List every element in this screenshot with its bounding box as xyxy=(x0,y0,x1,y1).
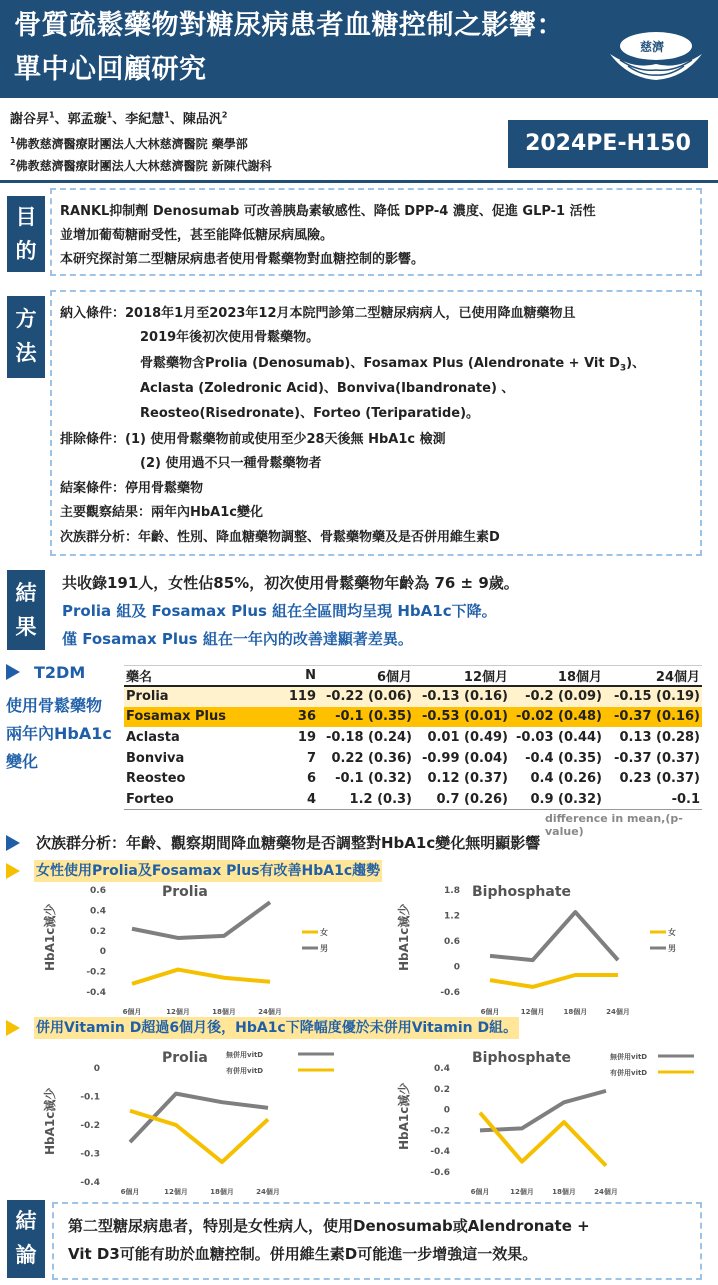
methods-outcome: 主要觀察結果：兩年內HbA1c變化 xyxy=(60,505,263,520)
chart-y-tick-label: -0.2 xyxy=(86,967,106,978)
table-cell: -0.02 (0.48) xyxy=(510,707,604,728)
table-header-cell: 24個月 xyxy=(604,666,702,687)
table-cell: -0.1 (0.35) xyxy=(318,707,414,728)
table-cell: 19 xyxy=(297,730,316,746)
methods-subgroup: 次族群分析：年齡、性別、降血糖藥物調整、骨鬆藥物藥及是否併用維生素D xyxy=(60,530,500,545)
chart-series-line xyxy=(132,970,270,984)
chart-y-axis-label: HbA1c減少 xyxy=(43,1087,57,1155)
chart-title: Biphosphate xyxy=(472,884,572,900)
section-label-purpose: 目 的 xyxy=(7,196,45,272)
chart-series-line xyxy=(490,975,618,987)
section-label-methods: 方 法 xyxy=(7,296,45,378)
title-line-1: 骨質疏鬆藥物對糖尿病患者血糖控制之影響： xyxy=(14,10,564,41)
table-cell: -0.1 xyxy=(604,789,702,810)
table-cell: -0.37 (0.16) xyxy=(604,707,702,728)
table-header-cell: N xyxy=(274,666,318,687)
author-separator: 、 xyxy=(169,112,183,127)
logo-text: 慈濟 xyxy=(640,40,665,54)
chart-biphosphate-by-vitd xyxy=(390,1044,708,1200)
chart-y-tick-label: 1.2 xyxy=(444,911,460,922)
chart-y-tick-label: 0 xyxy=(443,1105,450,1116)
results-side-line-3: 變化 xyxy=(6,752,39,771)
author-list xyxy=(10,108,227,127)
table-cell: -0.2 (0.09) xyxy=(510,686,604,707)
table-cell: -0.13 (0.16) xyxy=(414,686,510,707)
table-row xyxy=(124,768,702,789)
table-header-cell: 藥名 xyxy=(124,666,274,687)
chart-x-tick-label: 24個月 xyxy=(606,1008,630,1016)
chart-y-tick-label: -0.6 xyxy=(440,988,460,998)
chart-legend-label: 女 xyxy=(320,928,328,937)
chart-x-tick-label: 18個月 xyxy=(563,1008,588,1016)
chart-x-tick-label: 12個月 xyxy=(166,1008,190,1016)
chart-legend-label: 男 xyxy=(668,944,676,953)
methods-inclusion-3: 骨鬆藥物含Prolia (Denosumab)、Fosamax Plus (Alendronate + Vit $D_3$)、 xyxy=(140,356,646,374)
table-cell: -0.4 (0.35) xyxy=(525,750,602,766)
chart-y-tick-label: 0.4 xyxy=(434,1064,450,1074)
table-cell: 0.12 (0.37) xyxy=(427,771,508,787)
bullet-triangle-icon xyxy=(6,863,20,879)
chart-title: Prolia xyxy=(162,884,208,900)
table-cell: -0.1 (0.32) xyxy=(335,771,412,787)
table-cell: Aclasta xyxy=(126,730,180,746)
table-header-cell: 6個月 xyxy=(318,666,414,687)
table-cell: -0.53 (0.01) xyxy=(414,707,510,728)
hba1c-results-table xyxy=(124,665,702,810)
chart-y-tick-label: 0.4 xyxy=(90,906,106,917)
methods-inclusion-2: 2019年後初次使用骨鬆藥物。 xyxy=(140,330,320,345)
table-cell: 0.22 (0.36) xyxy=(331,750,412,766)
chart-x-tick-label: 12個月 xyxy=(164,1188,188,1196)
chart-x-tick-label: 24個月 xyxy=(594,1188,618,1196)
chart-series-line xyxy=(132,902,270,938)
t2dm-label: T2DM xyxy=(34,663,86,682)
table-cell: -0.99 (0.04) xyxy=(422,750,508,766)
table-cell: 119 xyxy=(274,686,318,707)
chart-legend-label: 無併用vitD xyxy=(610,1053,648,1061)
author-affiliation-mark: 1 xyxy=(164,110,170,120)
table-cell: 7 xyxy=(306,750,316,766)
author-affiliation-mark: 1 xyxy=(49,110,55,120)
chart-title: Prolia xyxy=(162,1050,208,1066)
chart-y-axis-label: HbA1c減少 xyxy=(43,903,57,971)
table-cell: 0.13 (0.28) xyxy=(619,730,700,746)
table-row xyxy=(124,748,702,769)
methods-end-criteria: 結案條件：停用骨鬆藥物 xyxy=(60,481,204,496)
author-name: 陳品汎 xyxy=(182,112,222,127)
methods-exclusion-1: 排除條件：(1) 使用骨鬆藥物前或使用至少28天後無 HbA1c 檢測 xyxy=(60,432,446,447)
chart-x-tick-label: 12個月 xyxy=(510,1188,534,1196)
table-cell: Bonviva xyxy=(126,750,185,766)
chart-series-line xyxy=(130,1111,268,1162)
table-cell: -0.15 (0.19) xyxy=(604,686,702,707)
table-row xyxy=(124,686,702,707)
table-cell: 0.7 (0.26) xyxy=(414,789,510,810)
subgroup-line: 次族群分析：年齡、觀察期間降血糖藥物是否調整對HbA1c變化無明顯影響 xyxy=(36,834,541,852)
chart-x-tick-label: 18個月 xyxy=(210,1188,234,1196)
chart-y-tick-label: 0 xyxy=(453,962,460,973)
results-side-line-2: 兩年內HbA1c xyxy=(6,724,112,743)
results-line-1: 共收錄191人，女性佔85%，初次使用骨鬆藥物年齡為 76 ± 9歲。 xyxy=(62,574,519,592)
chart-legend-label: 女 xyxy=(668,928,676,937)
table-cell: 0.4 (0.26) xyxy=(530,771,602,787)
chart-title: Biphosphate xyxy=(472,1050,572,1066)
chart-y-tick-label: 0 xyxy=(93,1064,100,1074)
table-header-row xyxy=(124,666,702,687)
chart-series-line xyxy=(480,1113,606,1166)
chart-y-tick-label: -0.4 xyxy=(86,988,106,998)
chart-y-axis-label: HbA1c減少 xyxy=(397,903,411,971)
methods-exclusion-2: (2) 使用過不只一種骨鬆藥物者 xyxy=(140,456,322,471)
table-cell: 1.2 (0.3) xyxy=(318,789,414,810)
table-cell: 0.23 (0.37) xyxy=(619,771,700,787)
chart-x-tick-label: 6個月 xyxy=(480,1008,500,1016)
poster-header xyxy=(0,0,718,98)
chart-y-tick-label: 0.6 xyxy=(444,937,460,947)
table-row xyxy=(124,707,702,728)
author-separator: 、 xyxy=(54,112,68,127)
table-cell: -0.03 (0.44) xyxy=(516,730,602,746)
chart-y-axis-label: HbA1c減少 xyxy=(397,1082,411,1150)
table-cell: 0.01 (0.49) xyxy=(427,730,508,746)
table-cell: 0.9 (0.32) xyxy=(510,789,604,810)
chart-series-line xyxy=(490,912,618,960)
chart-legend-label: 有併用vitD xyxy=(610,1069,648,1077)
table-cell: Forteo xyxy=(124,789,274,810)
table-cell: 4 xyxy=(274,789,318,810)
title-line-2: 單中心回顧研究 xyxy=(14,54,207,85)
table-header-cell: 12個月 xyxy=(414,666,510,687)
chart-x-tick-label: 6個月 xyxy=(122,1008,142,1016)
results-side-line-1: 使用骨鬆藥物 xyxy=(6,696,103,715)
author-separator: 、 xyxy=(112,112,126,127)
table-cell: 36 xyxy=(274,707,318,728)
table-cell: Prolia xyxy=(124,686,274,707)
chart-y-tick-label: -0.4 xyxy=(80,1178,100,1188)
chart-y-tick-label: -0.1 xyxy=(80,1092,100,1103)
chart-x-tick-label: 18個月 xyxy=(212,1008,236,1016)
chart-y-tick-label: -0.2 xyxy=(430,1126,450,1137)
conclusion-line-2: Vit D3可能有助於血糖控制。併用維生素D可能進一步增強這一效果。 xyxy=(68,1245,538,1263)
tzuchi-logo-icon xyxy=(604,20,708,86)
chart-series-line xyxy=(480,1091,606,1131)
chart-biphosphate-by-sex xyxy=(390,880,708,1020)
chart-y-tick-label: -0.3 xyxy=(80,1149,100,1160)
header-divider xyxy=(0,180,718,183)
table-note: difference in mean,(p-value) xyxy=(545,812,683,838)
table-cell: 6 xyxy=(306,771,316,787)
conclusion-box xyxy=(52,1202,702,1280)
author-name: 郭孟璇 xyxy=(67,112,107,127)
methods-inclusion-1: 納入條件：2018年1月至2023年12月本院門診第二型糖尿病病人，已使用降血糖藥物且 xyxy=(60,306,576,321)
chart-y-tick-label: -0.4 xyxy=(430,1147,450,1158)
author-name: 李紀慧 xyxy=(125,112,165,127)
table-cell: Reosteo xyxy=(126,771,186,787)
chart-y-tick-label: 0 xyxy=(99,947,106,958)
results-line-3: 僅 Fosamax Plus 組在一年內的改善達顯著差異。 xyxy=(62,630,413,648)
chart-y-tick-label: 1.8 xyxy=(444,886,460,896)
chart-y-tick-label: 0.2 xyxy=(434,1084,450,1095)
purpose-line-1: RANKL抑制劑 Denosumab 可改善胰島素敏感性、降低 DPP-4 濃度、促進 GLP-1 活性 xyxy=(60,204,596,219)
section-label-conclusion: 結 論 xyxy=(7,1200,45,1278)
affiliation-1: $^1$佛教慈濟醫療財團法人大林慈濟醫院 藥學部 xyxy=(10,136,248,151)
table-cell: Fosamax Plus xyxy=(124,707,274,728)
table-row xyxy=(124,727,702,748)
purpose-line-3: 本研究探討第二型糖尿病患者使用骨鬆藥物對血糖控制的影響。 xyxy=(60,252,425,267)
chart-legend-label: 有併用vitD xyxy=(226,1067,264,1075)
chart-y-tick-label: 0.6 xyxy=(90,886,106,896)
author-affiliation-mark: 1 xyxy=(106,110,113,120)
author-name: 謝谷昇 xyxy=(10,112,50,127)
chart-x-tick-label: 24個月 xyxy=(256,1188,280,1196)
bullet-triangle-icon xyxy=(6,835,20,851)
chart-x-tick-label: 12個月 xyxy=(520,1008,545,1016)
chart-y-tick-label: 0.2 xyxy=(90,926,106,937)
chart-y-tick-label: -0.2 xyxy=(80,1121,100,1131)
poster-title xyxy=(14,4,614,92)
conclusion-line-1: 第二型糖尿病患者，特別是女性病人，使用Denosumab或Alendronate + xyxy=(68,1217,590,1235)
chart-x-tick-label: 6個月 xyxy=(120,1188,140,1196)
table-cell: -0.37 (0.37) xyxy=(614,750,700,766)
female-trend-line: 女性使用Prolia及Fosamax Plus有改善HbA1c趨勢 xyxy=(34,860,382,882)
bullet-triangle-icon xyxy=(6,664,20,680)
vitamin-d-line: 併用Vitamin D超過6個月後，HbA1c下降幅度優於未併用Vitamin D組。 xyxy=(34,1017,519,1039)
affiliation-2: $^2$佛教慈濟醫療財團法人大林慈濟醫院 新陳代謝科 xyxy=(10,158,272,173)
chart-x-tick-label: 24個月 xyxy=(258,1008,282,1016)
bullet-triangle-icon xyxy=(6,1020,20,1036)
methods-inclusion-5: Reosteo(Risedronate)、Forteo (Teriparatide)。 xyxy=(140,406,480,421)
results-line-2: Prolia 組及 Fosamax Plus 組在全區間均呈現 HbA1c下降。 xyxy=(62,602,497,620)
table-header-cell: 18個月 xyxy=(510,666,604,687)
chart-prolia-by-vitd xyxy=(40,1044,358,1200)
table-row xyxy=(124,789,702,810)
table-cell: -0.18 (0.24) xyxy=(326,730,412,746)
chart-x-tick-label: 6個月 xyxy=(470,1188,490,1196)
section-label-results: 結 果 xyxy=(7,570,45,650)
author-affiliation-mark: 2 xyxy=(221,110,228,120)
chart-prolia-by-sex xyxy=(40,880,358,1020)
chart-legend-label: 無併用vitD xyxy=(226,1051,264,1059)
chart-y-tick-label: -0.6 xyxy=(430,1168,450,1178)
purpose-line-2: 並增加葡萄糖耐受性，甚至能降低糖尿病風險。 xyxy=(60,228,334,243)
table-cell: -0.22 (0.06) xyxy=(318,686,414,707)
chart-legend-label: 男 xyxy=(320,944,328,953)
methods-inclusion-4: Aclasta (Zoledronic Acid)、Bonviva(Ibandronate) 、 xyxy=(140,381,515,396)
chart-x-tick-label: 18個月 xyxy=(552,1188,576,1196)
poster-code-badge: 2024PE-H150 xyxy=(508,120,708,168)
